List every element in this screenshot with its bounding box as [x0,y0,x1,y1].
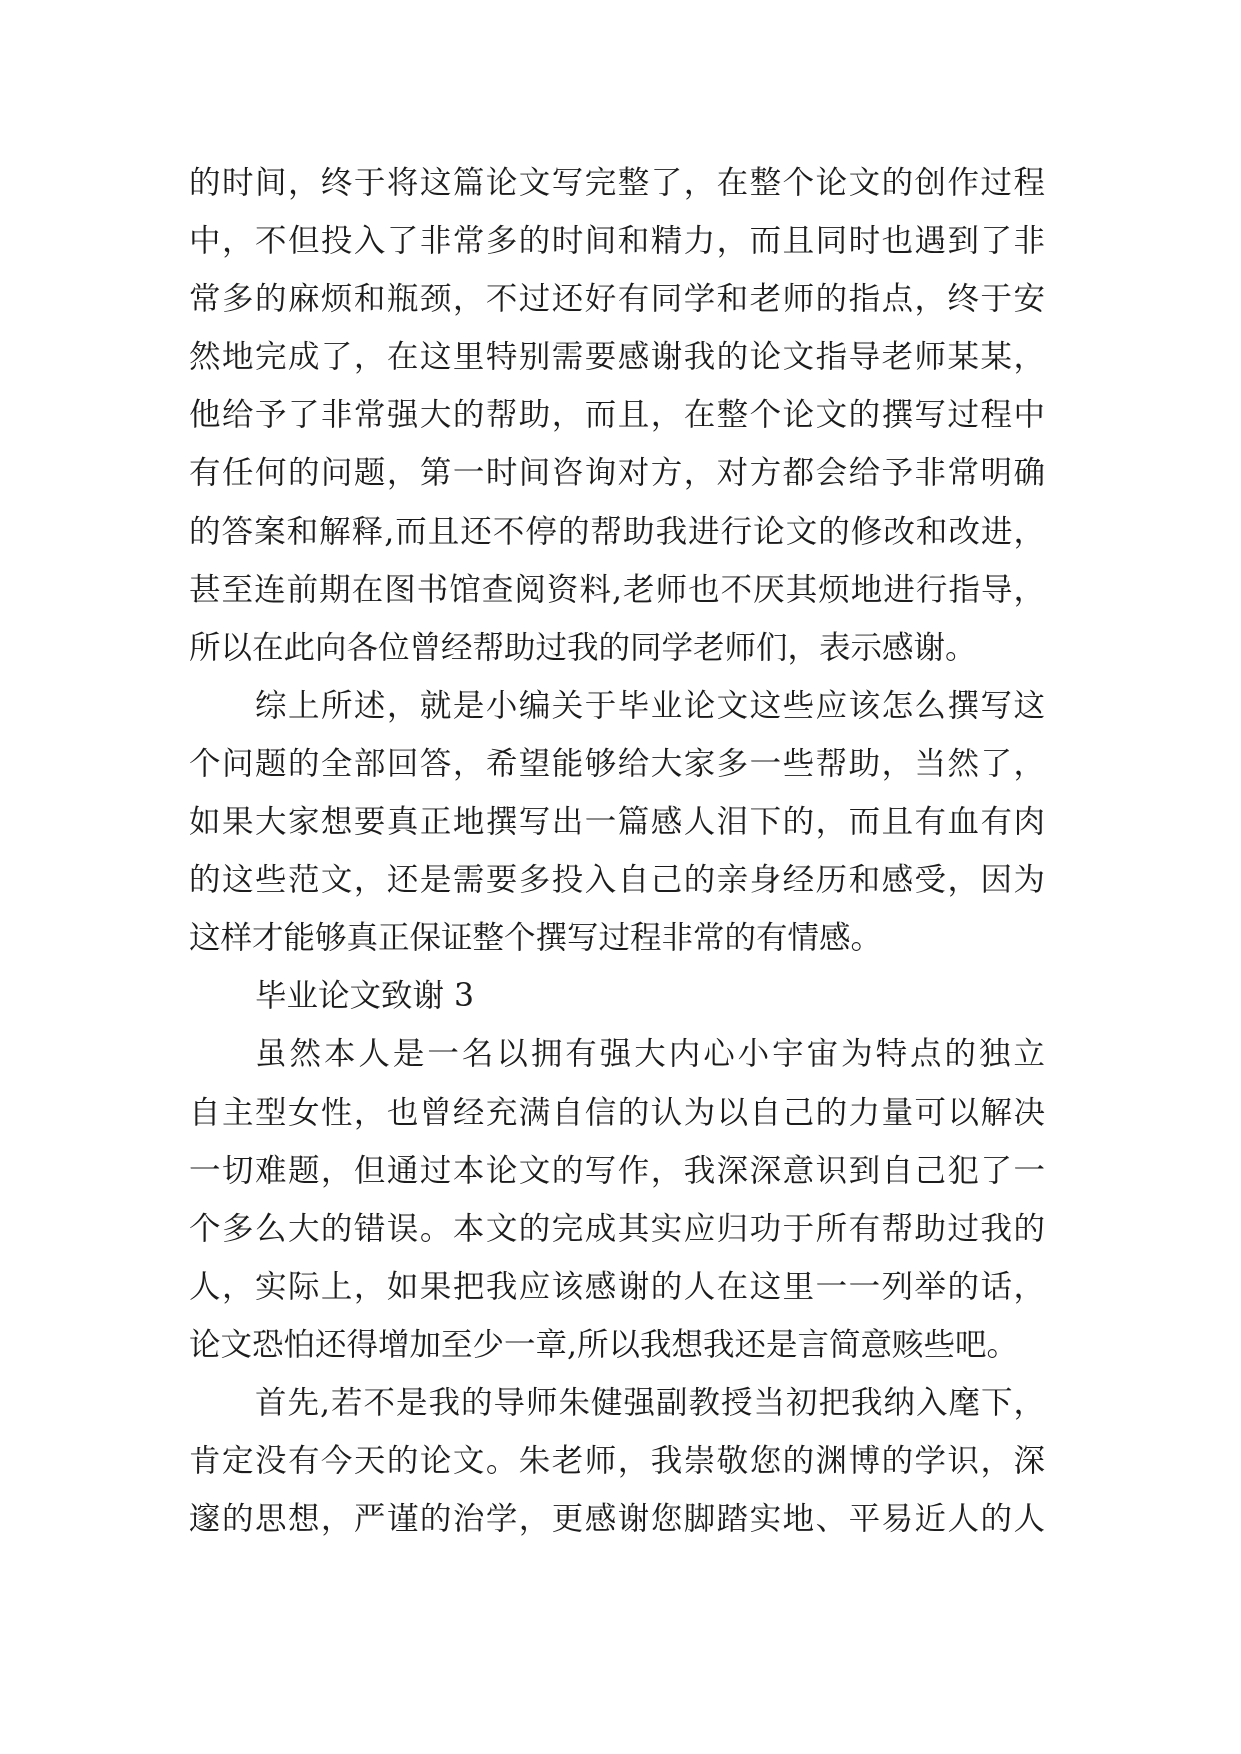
body-line: 他给予了非常强大的帮助，而且，在整个论文的撰写过程中 [189,397,1045,434]
section-heading: 毕业论文致谢 3 [255,978,475,1015]
body-line: 的答案和解释,而且还不停的帮助我进行论文的修改和改进， [189,513,1045,550]
body-line: 自主型女性，也曾经充满自信的认为以自己的力量可以解决 [189,1094,1045,1131]
body-line: 常多的麻烦和瓶颈，不过还好有同学和老师的指点，终于安 [189,281,1045,318]
body-line: 肯定没有今天的论文。朱老师，我崇敬您的渊博的学识，深 [189,1443,1045,1480]
body-line: 一切难题，但通过本论文的写作，我深深意识到自己犯了一 [189,1152,1045,1189]
body-line: 人，实际上，如果把我应该感谢的人在这里一一列举的话， [189,1268,1045,1305]
body-line: 首先,若不是我的导师朱健强副教授当初把我纳入麾下， [255,1384,1045,1421]
body-line: 的这些范文，还是需要多投入自己的亲身经历和感受，因为 [189,862,1045,899]
document-body [189,154,1045,1548]
body-line: 综上所述，就是小编关于毕业论文这些应该怎么撰写这 [255,687,1045,724]
body-line: 个问题的全部回答，希望能够给大家多一些帮助，当然了， [189,745,1045,782]
section-heading-block [189,967,1045,1025]
body-line: 然地完成了，在这里特别需要感谢我的论文指导老师某某， [189,339,1045,376]
body-line: 有任何的问题，第一时间咨询对方，对方都会给予非常明确 [189,455,1045,492]
body-line: 如果大家想要真正地撰写出一篇感人泪下的，而且有血有肉 [189,804,1045,841]
paragraph [189,677,1045,967]
body-line: 虽然本人是一名以拥有强大内心小宇宙为特点的独立 [255,1036,1045,1073]
body-line: 邃的思想，严谨的治学，更感谢您脚踏实地、平易近人的人 [189,1501,1045,1538]
paragraph [189,1374,1045,1548]
body-line: 个多么大的错误。本文的完成其实应归功于所有帮助过我的 [189,1210,1045,1247]
body-line: 中，不但投入了非常多的时间和精力，而且同时也遇到了非 [189,223,1045,260]
body-line: 这样才能够真正保证整个撰写过程非常的有情感。 [189,920,883,957]
paragraph [189,1025,1045,1374]
paragraph [189,154,1045,677]
body-line: 论文恐怕还得增加至少一章,所以我想我还是言简意赅些吧。 [189,1326,1019,1363]
body-line: 的时间，终于将这篇论文写完整了，在整个论文的创作过程 [189,165,1045,201]
body-line: 所以在此向各位曾经帮助过我的同学老师们，表示感谢。 [189,629,977,666]
body-line: 甚至连前期在图书馆查阅资料,老师也不厌其烦地进行指导， [189,571,1045,608]
